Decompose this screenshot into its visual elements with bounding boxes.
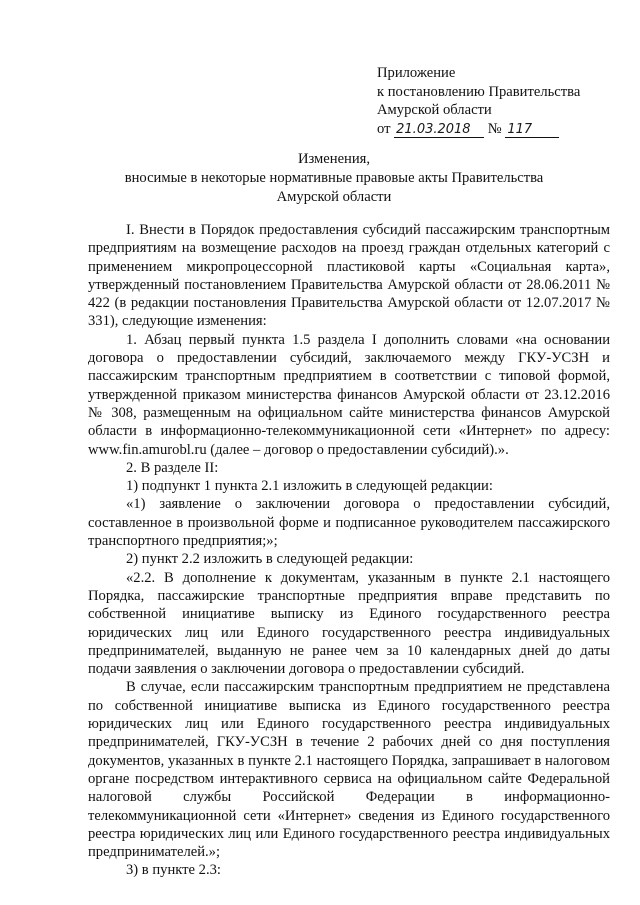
paragraph-quote-1: «1) заявление о заключении договора о предоставлении субсидий, составленное в произвольной форме и подписанное руководителем пассажирского транспортного предприятия;»; [88, 496, 610, 550]
appendix-label: Приложение [377, 65, 456, 81]
paragraph-case: В случае, если пассажирским транспортным предприятием не представлена по собственной инициативе выписка из Единого государственного реестра юридических лиц или Единого государственного реестра индивидуальных предпринимателей, ГКУ-УСЗН в течение 2 рабочих дней со дня поступления документов, указанных в пункте 2.1 настоящего Порядка, запрашивает в налоговом органе посредством интерактивного сервиса на официальном сайте Федеральной налоговой службы Российской Федерации в информационно-телекоммуникационной сети «Интернет» сведения из Единого государственного реестра юридических лиц или Единого государственного реестра индивидуальных предпринимателей.»; [88, 679, 610, 861]
date-number-line [377, 120, 617, 139]
paragraph-section-2: 2. В разделе II: [126, 459, 219, 476]
document-title [88, 150, 580, 207]
paragraph-section-1: I. Внести в Порядок предоставления субсидий пассажирским транспортным предприятиям на возмещение расходов на проезд граждан отдельных категорий с применением микропроцессорной пластиковой карты «Социальная карта», утвержденный постановлением Правительства Амурской области от 28.06.2011 № 422 (в редакции постановления Правительства Амурской области от 12.07.2017 № 331), следующие изменения: [88, 222, 610, 330]
handwritten-number: 117 [505, 123, 559, 138]
paragraph-subitem-2: 2) пункт 2.2 изложить в следующей редакции: [126, 551, 414, 568]
title-line-3: Амурской области [276, 189, 392, 205]
paragraph-subitem-1: 1) подпункт 1 пункта 2.1 изложить в следующей редакции: [126, 478, 493, 495]
handwritten-date: 21.03.2018 [394, 123, 484, 138]
number-label: № [487, 120, 502, 137]
title-line-2: вносимые в некоторые нормативные правовые акты Правительства [124, 170, 544, 186]
paragraph-quote-2-2: «2.2. В дополнение к документам, указанным в пункте 2.1 настоящего Порядка, пассажирские транспортные предприятия вправе представить по собственной инициативе выписку из Единого государственного реестра юридических лиц или Единого государственного реестра индивидуальных предпринимателей, выданную не ранее чем за 10 календарных дней до даты подачи заявления о заключении договора о предоставлении субсидий. [88, 569, 610, 678]
document-body [88, 221, 610, 880]
title-line-1: Изменения, [297, 151, 371, 167]
appendix-reference: к постановлению Правительства [377, 83, 581, 100]
paragraph-item-1: 1. Абзац первый пункта 1.5 раздела I дополнить словами «на основании договора о предоставлении субсидий, заключаемого между ГКУ-УСЗН и пассажирским транспортным предприятием в соответствии с типовой формой, утвержденной приказом министерства финансов Амурской области от 23.12.2016 № 308, размещенным на официальном сайте министерства финансов Амурской области в информационно-телекоммуникационной сети «Интернет» по адресу: www.fin.amurobl.ru (далее – договор о предоставлении субсидий).». [88, 331, 610, 458]
paragraph-subitem-3: 3) в пункте 2.3: [126, 862, 221, 879]
appendix-region: Амурской области [377, 102, 492, 118]
document-header [377, 64, 617, 138]
from-label: от [377, 120, 391, 137]
